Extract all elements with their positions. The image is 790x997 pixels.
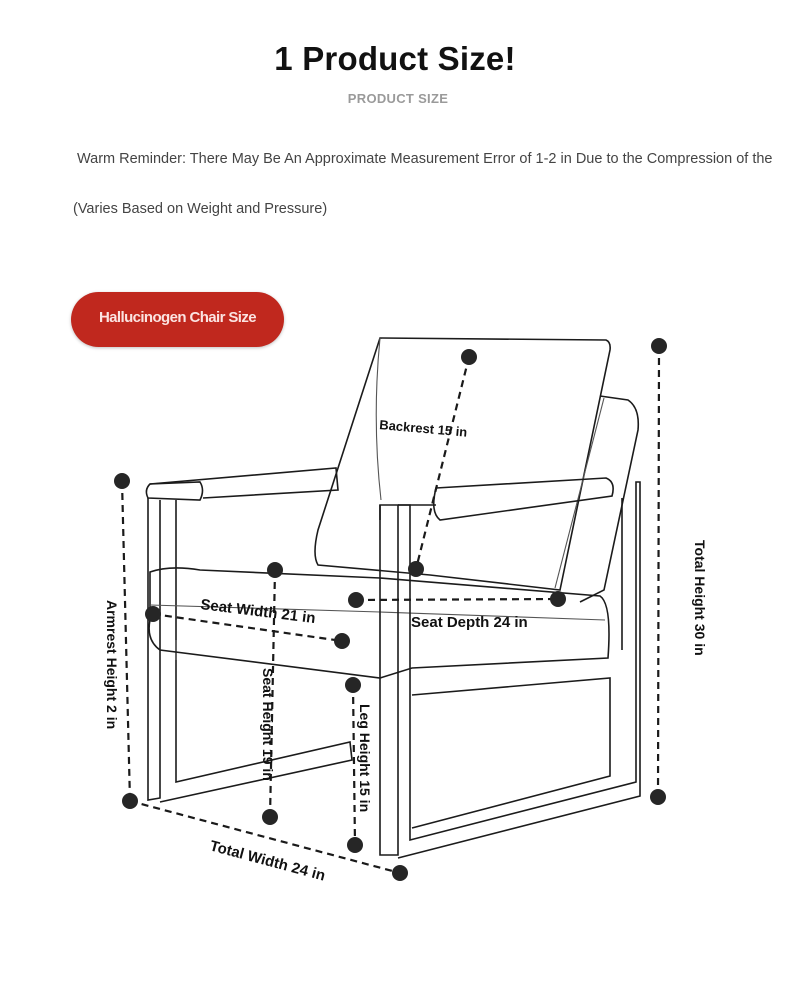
seat-width-right-dot (334, 633, 350, 649)
backrest-label: Backrest 15 in (378, 417, 468, 440)
leg-height-dim-line (353, 685, 355, 845)
armrest-top-dot (114, 473, 130, 489)
total-width-right-dot (392, 865, 408, 881)
seat-depth-back-dot (550, 591, 566, 607)
page-title: 1 Product Size! (274, 40, 516, 77)
backrest-dim-line (416, 357, 469, 569)
seat-width-left-dot (145, 606, 161, 622)
total-width-label: Total Width 24 in (207, 837, 328, 885)
seat-depth-label: Seat Depth 24 in (411, 614, 528, 631)
seat-height-bottom-dot (262, 809, 278, 825)
backrest-top-dot (461, 349, 477, 365)
page-subtitle: PRODUCT SIZE (347, 91, 449, 106)
leg-height-bottom-dot (347, 837, 363, 853)
seat-width-label: Seat Width 21 in (199, 596, 317, 628)
leg-height-top-dot (345, 677, 361, 693)
seat-depth-front-dot (348, 592, 364, 608)
seat-height-label: Seat Height 19 in (260, 668, 276, 781)
seat-height-top-dot (267, 562, 283, 578)
leg-height-label: Leg Height 15 in (357, 704, 373, 813)
total-height-top-dot (651, 338, 667, 354)
warm-reminder-text: Warm Reminder: There May Be An Approximate Measurement Error of 1-2 in Due to the Compression of the (77, 151, 773, 167)
armrest-height-label: Armrest Height 2 in (104, 600, 120, 730)
seat-depth-dim-line (356, 599, 558, 600)
total-height-bottom-dot (650, 789, 666, 805)
armrest-height-dim-line (122, 481, 130, 801)
backrest-bottom-dot (408, 561, 424, 577)
armrest-bottom-dot (122, 793, 138, 809)
total-height-dim-line (658, 346, 659, 797)
chair-size-badge-label: Hallucinogen Chair Size (98, 309, 257, 326)
varies-note: (Varies Based on Weight and Pressure) (73, 201, 328, 217)
total-height-label: Total Height 30 in (692, 540, 708, 656)
